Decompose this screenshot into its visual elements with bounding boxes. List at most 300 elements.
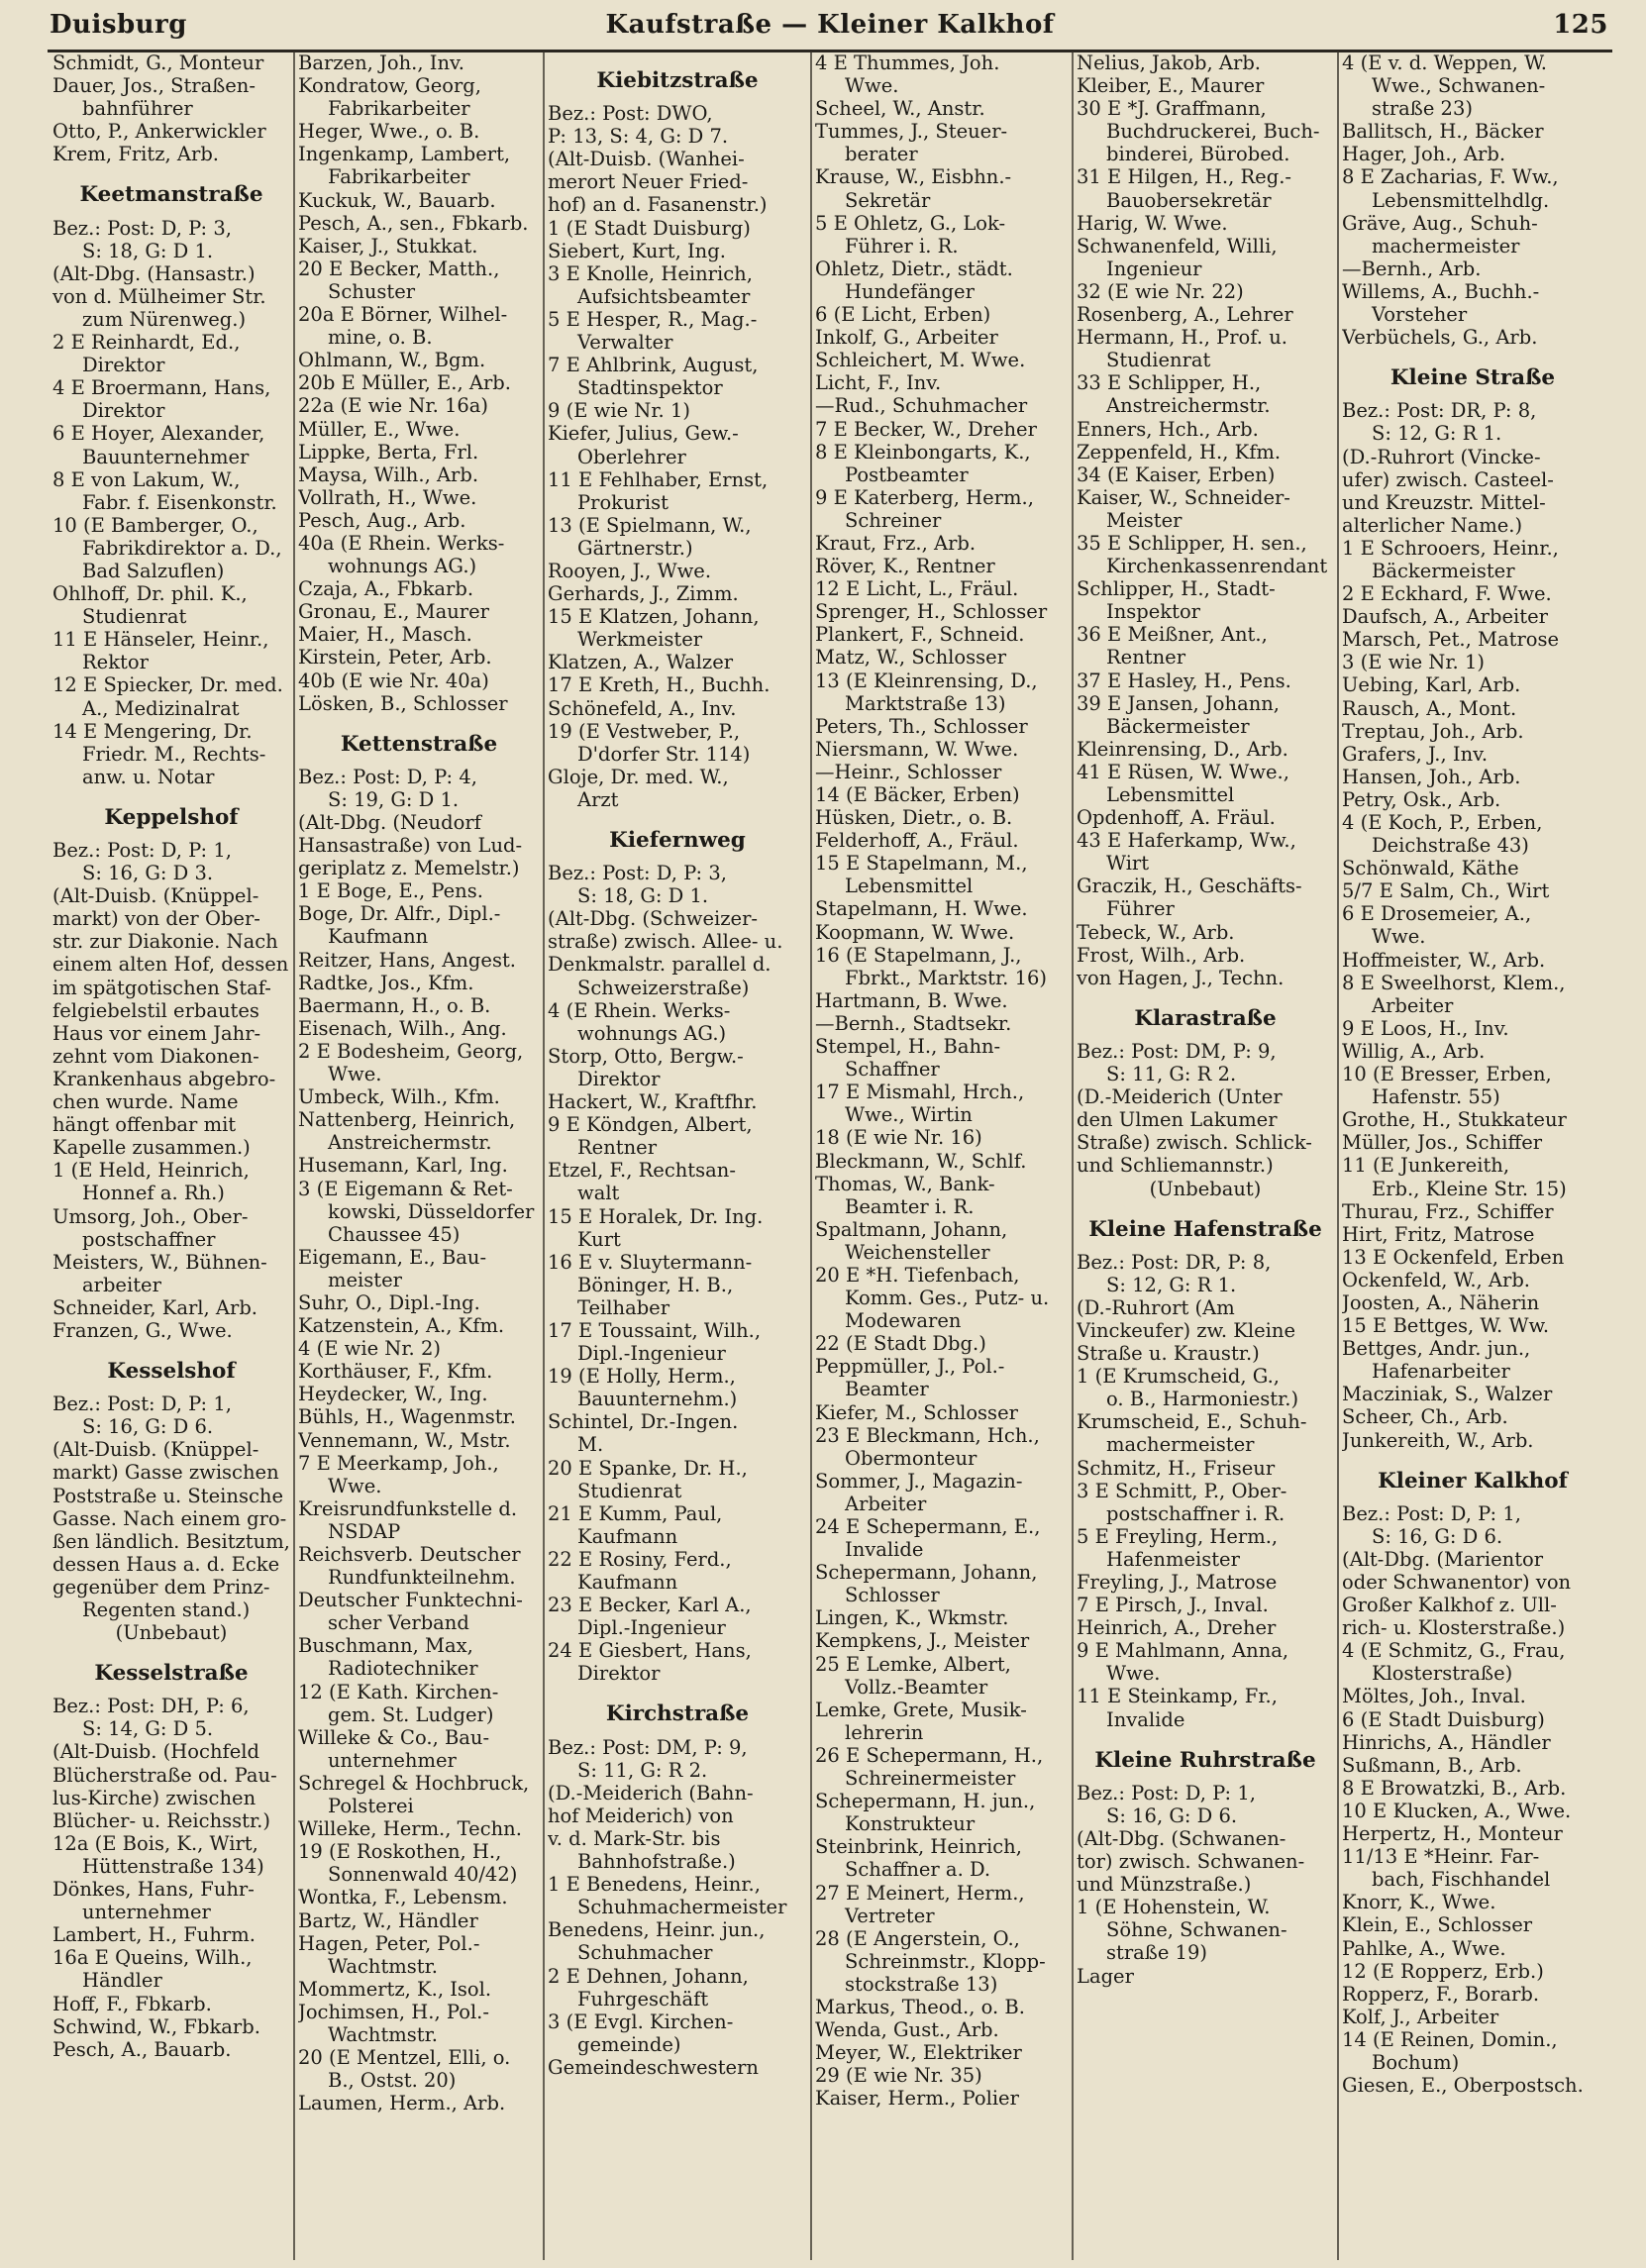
directory-line: Bez.: Post: D, P: 1, — [1342, 1501, 1521, 1525]
directory-line: Fuhrgeschäft — [577, 1987, 709, 2010]
directory-line: Bez.: Post: DWO, — [548, 102, 713, 126]
directory-line: Hafenmeister — [1106, 1547, 1240, 1571]
directory-line: Lebensmittel — [845, 875, 974, 898]
directory-line: Schregel & Hochbruck, — [298, 1771, 530, 1795]
directory-line: Ropperz, F., Borarb. — [1342, 1982, 1540, 2006]
directory-line: 35 E Schlipper, H. sen., — [1077, 531, 1307, 555]
directory-line: (D.-Ruhrort (Am — [1077, 1295, 1235, 1319]
directory-line: ßen ländlich. Besitztum, — [52, 1529, 290, 1553]
directory-line: Polsterei — [328, 1795, 414, 1818]
directory-line: 12 E Spiecker, Dr. med. — [52, 673, 283, 697]
directory-line: o. B., Harmoniestr.) — [1106, 1388, 1299, 1411]
directory-line: Nattenberg, Heinrich, — [298, 1108, 516, 1132]
directory-line: 15 E Bettges, W. Ww. — [1342, 1314, 1550, 1338]
directory-line: S: 16, G: D 6. — [1106, 1804, 1238, 1827]
directory-line: merort Neuer Fried- — [548, 170, 749, 194]
directory-line: 4 (E v. d. Weppen, W. — [1342, 52, 1547, 74]
directory-line: hof) an d. Fasanenstr.) — [548, 193, 768, 217]
directory-line: binderei, Bürobed. — [1106, 143, 1290, 166]
directory-line: Hüsken, Dietr., o. B. — [815, 806, 1013, 830]
directory-line: bach, Fischhandel — [1372, 1868, 1551, 1892]
directory-line: (Alt-Duisb. (Knüppel- — [52, 1438, 259, 1462]
directory-line: Peters, Th., Schlosser — [815, 714, 1028, 738]
directory-line: Lambert, H., Fuhrm. — [52, 1923, 256, 1947]
directory-line: Ohlhoff, Dr. phil. K., — [52, 582, 248, 606]
directory-line: Pahlke, A., Wwe. — [1342, 1936, 1506, 1960]
directory-line: Hirt, Fritz, Matrose — [1342, 1222, 1535, 1246]
directory-line: Lemke, Grete, Musik- — [815, 1698, 1027, 1721]
directory-line: S: 18, G: D 1. — [577, 884, 709, 908]
directory-line: Lösken, B., Schlosser — [298, 691, 508, 715]
directory-line: Mommertz, K., Isol. — [298, 1977, 492, 2001]
directory-line: Wwe. — [1106, 1662, 1161, 1686]
directory-line: Maysa, Wilh., Arb. — [298, 463, 479, 486]
directory-line: 26 E Schepermann, H., — [815, 1743, 1044, 1767]
directory-line: 6 E Drosemeier, A., — [1342, 902, 1532, 926]
directory-line: Bez.: Post: DH, P: 6, — [52, 1695, 250, 1718]
directory-line: Wenda, Gust., Arb. — [815, 2018, 999, 2042]
directory-line: Siebert, Kurt, Ing. — [548, 239, 726, 262]
directory-line: Reitzer, Hans, Angest. — [298, 948, 516, 972]
directory-line: Denkmalstr. parallel d. — [548, 953, 772, 977]
directory-line: Fabrikarbeiter — [328, 97, 470, 121]
directory-line: 23 E Becker, Karl A., — [548, 1594, 752, 1617]
directory-line: (D.-Meiderich (Unter — [1077, 1085, 1283, 1109]
directory-line: Arbeiter — [845, 1492, 927, 1515]
directory-column-3 — [545, 52, 810, 2262]
directory-line: Bäckermeister — [1106, 714, 1250, 738]
directory-line: 15 E Stapelmann, M., — [815, 852, 1028, 876]
directory-line: Heger, Wwe., o. B. — [298, 120, 480, 144]
directory-line: Prokurist — [577, 490, 669, 514]
directory-line: Dönkes, Hans, Fuhr- — [52, 1878, 255, 1902]
directory-line: Schaffner a. D. — [845, 1858, 991, 1882]
directory-line: 4 (E Koch, P., Erben, — [1342, 811, 1543, 834]
directory-line: Sprenger, H., Schlosser — [815, 600, 1048, 624]
directory-line: Wirt — [1106, 852, 1150, 876]
directory-line: 20 (E Mentzel, Elli, o. — [298, 2046, 511, 2070]
directory-line: Werkmeister — [577, 628, 703, 652]
directory-line: 9 (E wie Nr. 1) — [548, 399, 690, 423]
directory-line: (Alt-Duisb. (Knüppel- — [52, 884, 259, 908]
directory-line: Kuckuk, W., Bauarb. — [298, 188, 496, 212]
directory-line: Grothe, H., Stukkateur — [1342, 1108, 1567, 1132]
directory-line: Plankert, F., Schneid. — [815, 623, 1025, 647]
directory-line: 3 (E Eigemann & Ret- — [298, 1177, 513, 1200]
directory-line: Rundfunkteilnehm. — [328, 1566, 516, 1590]
directory-line: Etzel, F., Rechtsan- — [548, 1159, 736, 1183]
directory-line: Inkolf, G., Arbeiter — [815, 326, 998, 350]
directory-line: Gräve, Aug., Schuh- — [1342, 211, 1538, 235]
directory-line: machermeister — [1372, 234, 1520, 258]
directory-line: einem alten Hof, dessen — [52, 953, 289, 977]
directory-line: Honnef a. Rh.) — [82, 1182, 225, 1205]
directory-line: Petry, Osk., Arb. — [1342, 787, 1501, 811]
directory-line: 18 (E wie Nr. 16) — [815, 1126, 982, 1150]
directory-line: gegenüber dem Prinz- — [52, 1575, 270, 1598]
directory-line: dessen Haus a. d. Ecke — [52, 1552, 280, 1576]
directory-line: 2 E Eckhard, F. Wwe. — [1342, 582, 1552, 606]
directory-line: 1 (E Held, Heinrich, — [52, 1159, 250, 1183]
directory-line: Oberlehrer — [577, 445, 686, 468]
directory-line: Markus, Theod., o. B. — [815, 1995, 1025, 2018]
directory-line: 40b (E wie Nr. 40a) — [298, 669, 489, 692]
directory-line: Krem, Fritz, Arb. — [52, 143, 219, 166]
directory-line: S: 16, G: D 6. — [82, 1415, 214, 1439]
directory-line: Böninger, H. B., — [577, 1273, 734, 1296]
directory-line: Verwalter — [577, 331, 673, 355]
directory-line: Husemann, Karl, Ing. — [298, 1154, 508, 1178]
directory-line: 13 (E Spielmann, W., — [548, 513, 752, 537]
directory-line: Müller, Jos., Schiffer — [1342, 1131, 1543, 1155]
directory-line: Kondratow, Georg, — [298, 74, 481, 98]
street-heading: Klarastraße — [1134, 1005, 1277, 1031]
directory-line: (Unbebaut) — [1149, 1177, 1262, 1200]
directory-line: 12 E Licht, L., Fräul. — [815, 577, 1019, 601]
directory-line: Ohletz, Dietr., städt. — [815, 257, 1013, 280]
directory-line: Anstreichermstr. — [1106, 394, 1271, 418]
directory-line: 43 E Haferkamp, Ww., — [1077, 829, 1296, 853]
directory-line: 5 E Freyling, Herm., — [1077, 1524, 1279, 1548]
directory-line: Rooyen, J., Wwe. — [548, 559, 712, 582]
directory-line: S: 11, G: R 2. — [577, 1758, 708, 1782]
directory-line: Möltes, Joh., Inval. — [1342, 1685, 1526, 1708]
directory-line: Schmitz, H., Friseur — [1077, 1456, 1276, 1480]
directory-line: Hundefänger — [845, 279, 975, 303]
directory-line: Schwind, W., Fbkarb. — [52, 2014, 260, 2038]
directory-line: unternehmer — [82, 1901, 211, 1924]
directory-line: Wwe. — [328, 1063, 382, 1086]
directory-line: Inspektor — [1106, 600, 1201, 624]
directory-line: 6 E Hoyer, Alexander, — [52, 422, 265, 446]
directory-line: berater — [845, 143, 918, 166]
directory-line: Hartmann, B. Wwe. — [815, 988, 1008, 1012]
directory-line: Schepermann, H. jun., — [815, 1790, 1036, 1813]
directory-line: (Alt-Duisb. (Wanhei- — [548, 148, 745, 171]
directory-column-6 — [1339, 52, 1606, 2262]
directory-line: Baermann, H., o. B. — [298, 993, 491, 1017]
directory-line: D'dorfer Str. 114) — [577, 742, 751, 766]
directory-line: 12 (E Ropperz, Erb.) — [1342, 1959, 1544, 1983]
directory-line: 4 E Thummes, Joh. — [815, 52, 1000, 74]
directory-line: Schreinmstr., Klopp- — [845, 1949, 1046, 1973]
directory-line: 22 E Rosiny, Ferd., — [548, 1547, 732, 1571]
directory-line: —Heinr., Schlosser — [815, 760, 1002, 783]
directory-line: im spätgotischen Staf- — [52, 976, 271, 999]
directory-line: 20 E Becker, Matth., — [298, 257, 500, 280]
directory-line: Friedr. M., Rechts- — [82, 742, 266, 766]
directory-line: Kurt — [577, 1227, 621, 1251]
directory-line: Hackert, W., Kraftfhr. — [548, 1090, 758, 1114]
directory-line: 11 E Hänseler, Heinr., — [52, 628, 269, 652]
directory-line: Bauobersekretär — [1106, 188, 1272, 212]
directory-line: 4 (E Schmitz, G., Frau, — [1342, 1639, 1566, 1663]
directory-line: meister — [328, 1268, 402, 1291]
street-heading: Kiefernweg — [609, 828, 746, 853]
directory-line: Scheer, Ch., Arb. — [1342, 1405, 1508, 1429]
directory-line: von Hagen, J., Techn. — [1077, 966, 1285, 989]
directory-line: Schleichert, M. Wwe. — [815, 349, 1026, 372]
directory-line: rich- u. Klosterstraße.) — [1342, 1616, 1566, 1640]
directory-line: Bez.: Post: DR, P: 8, — [1342, 399, 1537, 423]
directory-line: Rektor — [82, 651, 149, 674]
directory-line: Lager — [1077, 1964, 1134, 1988]
page-number: 125 — [1553, 10, 1608, 40]
directory-line: Felderhoff, A., Fräul. — [815, 829, 1019, 853]
directory-line: 24 E Schepermann, E., — [815, 1515, 1041, 1538]
directory-line: 3 E Schmitt, P., Ober- — [1077, 1479, 1287, 1502]
directory-line: Studienrat — [577, 1479, 682, 1502]
directory-line: Vinckeufer) zw. Kleine — [1077, 1318, 1295, 1342]
directory-line: Kreisrundfunkstelle d. — [298, 1496, 518, 1520]
directory-line: Wwe. — [328, 1474, 382, 1497]
directory-line: 16a E Queins, Wilh., — [52, 1946, 253, 1970]
directory-line: Postbeamter — [845, 463, 969, 486]
directory-line: Dipl.-Ingenieur — [577, 1342, 726, 1366]
header-street-range: Kaufstraße — Kleiner Kalkhof — [605, 10, 1055, 40]
directory-line: Hafenarbeiter — [1372, 1360, 1510, 1384]
directory-line: Krankenhaus abgebro- — [52, 1067, 276, 1090]
directory-line: Krumscheid, E., Schuh- — [1077, 1410, 1307, 1434]
directory-line: Schreiner — [845, 508, 942, 532]
directory-line: 3 (E Evgl. Kirchen- — [548, 2010, 734, 2033]
directory-line: Licht, F., Inv. — [815, 371, 942, 395]
directory-line: 5 E Hesper, R., Mag.- — [548, 307, 758, 331]
directory-line: Willig, A., Arb. — [1342, 1039, 1486, 1063]
directory-line: Lingen, K., Wkmstr. — [815, 1606, 1009, 1630]
directory-line: (D.-Ruhrort (Vincke- — [1342, 445, 1541, 468]
directory-line: 5 E Ohletz, G., Lok- — [815, 211, 1006, 235]
directory-line: Hoffmeister, W., Arb. — [1342, 948, 1546, 972]
directory-line: Freyling, J., Matrose — [1077, 1571, 1278, 1594]
directory-line: Obermonteur — [845, 1446, 977, 1470]
directory-line: Bad Salzuflen) — [82, 559, 225, 582]
directory-line: 1 (E Krumscheid, G., — [1077, 1365, 1281, 1389]
directory-line: postschaffner — [82, 1227, 216, 1251]
directory-line: 2 E Bodesheim, Georg, — [298, 1039, 524, 1063]
directory-line: 3 E Knolle, Heinrich, — [548, 261, 753, 285]
directory-line: 1 (E Stadt Duisburg) — [548, 216, 751, 240]
directory-line: Kaiser, Herm., Polier — [815, 2087, 1019, 2111]
street-heading: Kleiner Kalkhof — [1378, 1468, 1568, 1494]
directory-line: 12 (E Kath. Kirchen- — [298, 1680, 499, 1703]
directory-line: 25 E Lemke, Albert, — [815, 1652, 1011, 1676]
directory-line: Gerhards, J., Zimm. — [548, 582, 739, 606]
directory-line: Meyer, W., Elektriker — [815, 2041, 1022, 2065]
directory-line: Kolf, J., Arbeiter — [1342, 2005, 1499, 2028]
directory-line: Dipl.-Ingenieur — [577, 1616, 726, 1640]
directory-line: 17 E Toussaint, Wilh., — [548, 1318, 762, 1342]
directory-line: 19 (E Roskothen, H., — [298, 1840, 502, 1864]
directory-line: Grafers, J., Inv. — [1342, 742, 1489, 766]
directory-line: Sommer, J., Magazin- — [815, 1469, 1023, 1493]
directory-line: Ballitsch, H., Bäcker — [1342, 120, 1544, 144]
directory-line: v. d. Mark-Str. bis — [548, 1826, 721, 1850]
directory-line: 36 E Meißner, Ant., — [1077, 623, 1268, 647]
directory-line: Enners, Hch., Arb. — [1077, 417, 1259, 441]
directory-line: Gärtnerstr.) — [577, 536, 693, 560]
directory-line: 5/7 E Salm, Ch., Wirt — [1342, 879, 1550, 903]
directory-line: Direktor — [82, 354, 165, 377]
directory-line: und Münzstraße.) — [1077, 1873, 1252, 1897]
directory-line: 20a E Börner, Wilhel- — [298, 303, 508, 327]
directory-line: Wwe. — [1372, 925, 1426, 949]
directory-line: 41 E Rüsen, W. Wwe., — [1077, 760, 1289, 783]
directory-line: Teilhaber — [577, 1295, 670, 1319]
directory-line: Jochimsen, H., Pol.- — [298, 2000, 489, 2023]
directory-line: Benedens, Heinr. jun., — [548, 1918, 766, 1942]
directory-line: Giesen, E., Oberpostsch. — [1342, 2074, 1584, 2098]
directory-line: Kapelle zusammen.) — [52, 1136, 251, 1160]
directory-line: Schaffner — [845, 1058, 940, 1082]
directory-line: (D.-Meiderich (Bahn- — [548, 1781, 754, 1804]
directory-line: machermeister — [1106, 1433, 1255, 1457]
directory-line: Rosenberg, A., Lehrer — [1077, 303, 1293, 327]
directory-line: Schlosser — [845, 1584, 940, 1607]
directory-line: 39 E Jansen, Johann, — [1077, 691, 1281, 715]
directory-line: Knorr, K., Wwe. — [1342, 1891, 1496, 1914]
directory-line: Verbüchels, G., Arb. — [1342, 326, 1538, 350]
directory-line: lus-Kirche) zwischen — [52, 1786, 257, 1809]
directory-line: (Alt-Dbg. (Schwanen- — [1077, 1826, 1286, 1850]
directory-line: Macziniak, S., Walzer — [1342, 1383, 1553, 1406]
directory-line: Steinbrink, Heinrich, — [815, 1835, 1022, 1859]
directory-line: Marsch, Pet., Matrose — [1342, 628, 1560, 652]
directory-line: 4 (E wie Nr. 2) — [298, 1337, 441, 1361]
directory-line: Sonnenwald 40/42) — [328, 1863, 518, 1887]
directory-line: Schuhmacher — [577, 1941, 713, 1965]
directory-line: mine, o. B. — [328, 326, 433, 350]
directory-line: Katzenstein, A., Kfm. — [298, 1314, 505, 1338]
directory-line: Fabr. f. Eisenkonstr. — [82, 490, 277, 514]
directory-line: Lippke, Berta, Frl. — [298, 440, 479, 464]
directory-line: Frost, Wilh., Arb. — [1077, 943, 1246, 967]
directory-line: Franzen, G., Wwe. — [52, 1318, 233, 1342]
directory-line: straße) zwisch. Allee- u. — [548, 930, 783, 954]
directory-line: S: 12, G: R 1. — [1106, 1273, 1237, 1296]
directory-line: Kraut, Frz., Arb. — [815, 531, 977, 555]
directory-line: Invalide — [1106, 1707, 1185, 1731]
directory-line: 15 E Klatzen, Johann, — [548, 605, 760, 629]
directory-line: Wwe. — [845, 74, 899, 98]
directory-line: 9 E Katerberg, Herm., — [815, 485, 1034, 509]
directory-line: Anstreichermstr. — [328, 1131, 492, 1155]
directory-line: Daufsch, A., Arbeiter — [1342, 605, 1548, 629]
directory-line: Joosten, A., Näherin — [1342, 1290, 1540, 1314]
directory-line: Gloje, Dr. med. W., — [548, 765, 729, 788]
directory-line: Kaiser, J., Stukkat. — [298, 234, 478, 258]
directory-line: Umsorg, Joh., Ober- — [52, 1204, 249, 1228]
directory-line: Fbrkt., Marktstr. 16) — [845, 966, 1047, 989]
directory-line: 17 E Kreth, H., Buchh. — [548, 673, 771, 697]
directory-line: Schintel, Dr.-Ingen. — [548, 1410, 739, 1434]
street-heading: Kettenstraße — [340, 731, 498, 757]
directory-line: arbeiter — [82, 1273, 161, 1296]
directory-line: Müller, E., Wwe. — [298, 417, 461, 441]
directory-line: 19 (E Holly, Herm., — [548, 1365, 736, 1389]
directory-line: oder Schwanentor) von — [1342, 1571, 1572, 1594]
directory-line: Gemeindeschwestern — [548, 2055, 759, 2079]
directory-line: Wontka, F., Lebensm. — [298, 1886, 508, 1909]
directory-line: Kaufmann — [577, 1524, 678, 1548]
directory-line: 8 E von Lakum, W., — [52, 467, 241, 491]
directory-line: Meister — [1106, 508, 1183, 532]
directory-line: Ingenieur — [1106, 257, 1202, 280]
directory-line: und Schliemannstr.) — [1077, 1154, 1274, 1178]
directory-line: Schepermann, Johann, — [815, 1561, 1038, 1585]
directory-line: 10 (E Bresser, Erben, — [1342, 1063, 1552, 1086]
page-header — [48, 6, 1612, 52]
directory-line: 3 (E wie Nr. 1) — [1342, 651, 1485, 674]
directory-line: Invalide — [845, 1538, 924, 1562]
directory-line: Großer Kalkhof z. Ull- — [1342, 1594, 1557, 1617]
directory-line: Bez.: Post: D, P: 3, — [548, 862, 727, 885]
directory-line: Schönwald, Käthe — [1342, 857, 1519, 880]
directory-line: Lebensmittelhdlg. — [1372, 188, 1550, 212]
directory-line: 14 (E Reinen, Domin., — [1342, 2027, 1558, 2051]
directory-line: Bez.: Post: DM, P: 9, — [548, 1735, 748, 1759]
directory-line: Boge, Dr. Alfr., Dipl.- — [298, 902, 501, 926]
directory-line: Otto, P., Ankerwickler — [52, 120, 266, 144]
directory-line: Beamter i. R. — [845, 1194, 975, 1218]
directory-line: Pesch, Aug., Arb. — [298, 508, 466, 532]
directory-line: Hagen, Peter, Pol.- — [298, 1931, 480, 1955]
directory-line: 1 E Schrooers, Heinr., — [1342, 536, 1559, 560]
directory-line: Erb., Kleine Str. 15) — [1372, 1177, 1567, 1200]
directory-line: Treptau, Joh., Arb. — [1342, 719, 1524, 743]
directory-line: 10 E Klucken, A., Wwe. — [1342, 1799, 1572, 1822]
directory-line: 16 (E Stapelmann, J., — [815, 943, 1022, 967]
directory-line: Hafenstr. 55) — [1372, 1085, 1500, 1109]
directory-line: Beamter — [845, 1378, 929, 1401]
directory-line: 6 (E Stadt Duisburg) — [1342, 1707, 1545, 1731]
directory-line: M. — [577, 1433, 604, 1457]
directory-line: straße 19) — [1106, 1941, 1207, 1965]
directory-line: Korthäuser, F., Kfm. — [298, 1360, 493, 1384]
directory-line: 13 (E Kleinrensing, D., — [815, 669, 1038, 692]
directory-line: S: 19, G: D 1. — [328, 787, 460, 811]
directory-line: Bochum) — [1372, 2050, 1460, 2074]
directory-line: Hansen, Joh., Arb. — [1342, 765, 1521, 788]
directory-line: 2 E Dehnen, Johann, — [548, 1964, 749, 1988]
directory-line: 22a (E wie Nr. 16a) — [298, 394, 489, 418]
directory-line: 15 E Horalek, Dr. Ing. — [548, 1204, 764, 1228]
directory-line: 7 E Pirsch, J., Inval. — [1077, 1594, 1269, 1617]
directory-line: (Unbebaut) — [115, 1621, 228, 1645]
directory-line: Kleiber, E., Maurer — [1077, 74, 1265, 98]
directory-line: Suhr, O., Dipl.-Ing. — [298, 1290, 480, 1314]
directory-line: Kaufmann — [328, 925, 429, 949]
directory-line: Chaussee 45) — [328, 1222, 461, 1246]
directory-line: 20 E Spanke, Dr. H., — [548, 1456, 748, 1480]
directory-line: P: 13, S: 4, G: D 7. — [548, 125, 729, 149]
directory-line: stockstraße 13) — [845, 1972, 998, 1996]
directory-line: 8 E Kleinbongarts, K., — [815, 440, 1031, 464]
directory-line: Eisenach, Wilh., Ang. — [298, 1016, 507, 1040]
directory-line: Hinrichs, A., Händler — [1342, 1730, 1551, 1754]
directory-line: Heinrich, A., Dreher — [1077, 1616, 1277, 1640]
directory-line: 33 E Schlipper, H., — [1077, 371, 1262, 395]
directory-line: chen wurde. Name — [52, 1090, 239, 1114]
directory-line: 31 E Hilgen, H., Reg.- — [1077, 165, 1291, 189]
directory-line: Ingenkamp, Lambert, — [298, 143, 511, 166]
directory-line: (Alt-Dbg. (Marientor — [1342, 1547, 1544, 1571]
directory-line: Kirstein, Peter, Arb. — [298, 646, 492, 670]
directory-line: Spaltmann, Johann, — [815, 1217, 1008, 1241]
street-heading: Keppelshof — [104, 804, 239, 830]
directory-line: Czaja, A., Fbkarb. — [298, 577, 474, 601]
directory-line: Kleinrensing, D., Arb. — [1077, 737, 1288, 761]
